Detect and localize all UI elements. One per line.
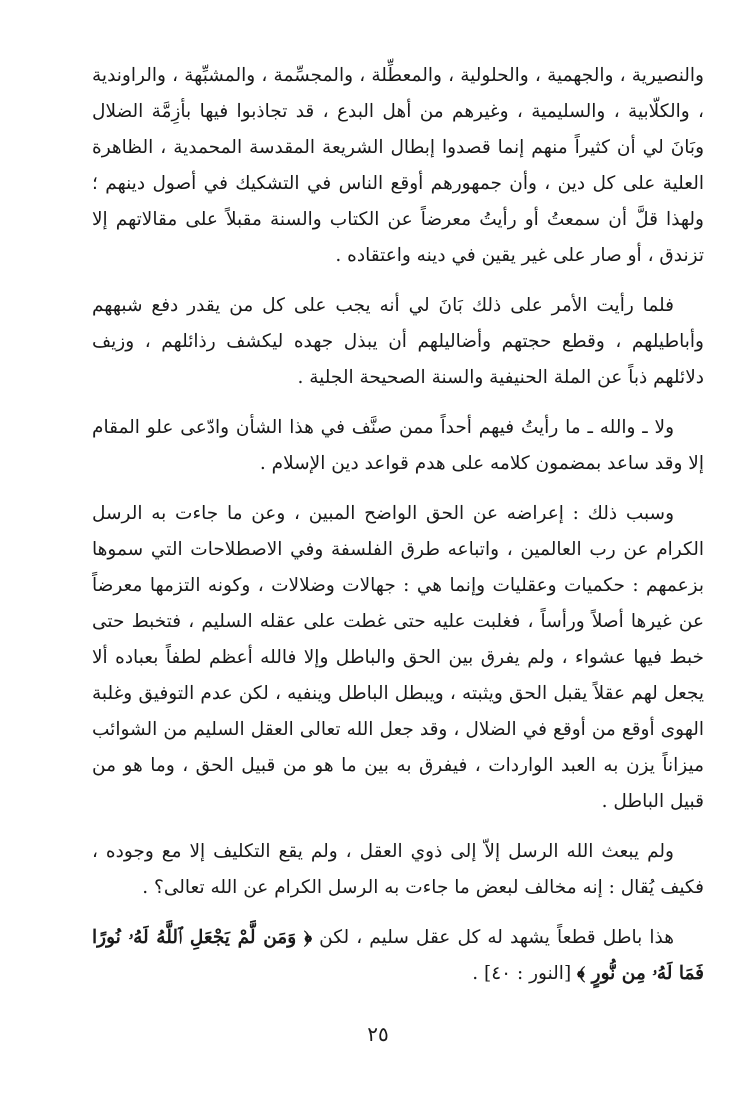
- paragraph-6: [92, 920, 704, 992]
- document-page: [92, 58, 704, 1048]
- paragraph-4: وسبب ذلك : إعراضه عن الحق الواضح المبين ، وعن ما جاءت به الرسل الكرام عن رب العالمين ، واتباعه طرق الفلسفة وفي الاصطلاحات التي سموها بزعمهم : حكميات وعقليات وإنما هي : جهالات وضلالات ، وكونه التزمها معرضاً عن غيرها أصلاً ورأساً ، فغلبت عليه حتى غطت على عقله السليم ، فتخبط حتى خبط فيها عشواء ، ولم يفرق بين الحق والباطل وإلا فالله أعظم لطفاً بعباده ألا يجعل لهم عقلاً يقبل الحق ويثبته ، ويبطل الباطل وينفيه ، لكن عدم التوفيق وغلبة الهوى أوقع من أوقع في الضلال ، وقد جعل الله تعالى العقل السليم من الشوائب ميزاناً يزن به العبد الواردات ، فيفرق به بين ما هو من قبيل الحق ، وما هو من قبيل الباطل .: [92, 503, 704, 812]
- quran-verse: ﴿ وَمَن لَّمْ يَجْعَلِ ٱللَّهُ لَهُۥ نُورًا فَمَا لَهُۥ مِن نُّورٍ ﴾: [92, 927, 704, 984]
- page-number: ٢٥: [367, 1022, 389, 1046]
- paragraph-1: والنصيرية ، والجهمية ، والحلولية ، والمعطِّلة ، والمجسِّمة ، والمشبِّهة ، والراوندية ، والكلّابية ، والسليمية ، وغيرهم من أهل البدع ، قد تجاذبوا فيها بأزِمَّة الضلال وبَانَ لي أن كثيراً منهم إنما قصدوا إبطال الشريعة المقدسة المحمدية ، الظاهرة العلية على كل دين ، وأن جمهورهم أوقع الناس في التشكيك في أصول دينهم ؛ ولهذا قلَّ أن سمعتُ أو رأيتُ معرضاً عن الكتاب والسنة مقبلاً على مقالاتهم إلا تزندق ، أو صار على غير يقين في دينه واعتقاده .: [92, 65, 704, 266]
- paragraph-3: ولا ـ والله ـ ما رأيتُ فيهم أحداً ممن صنَّف في هذا الشأن وادّعى علو المقام إلا وقد ساعد بمضمون كلامه على هدم قواعد دين الإسلام .: [92, 417, 704, 474]
- paragraph-6-text: هذا باطل قطعاً يشهد له كل عقل سليم ، لكن: [319, 927, 674, 948]
- paragraph-5: ولم يبعث الله الرسل إلاّ إلى ذوي العقل ، ولم يقع التكليف إلا مع وجوده ، فكيف يُقال : إنه مخالف لبعض ما جاءت به الرسل الكرام عن الله تعالى؟ .: [92, 841, 704, 898]
- paragraph-2: فلما رأيت الأمر على ذلك بَانَ لي أنه يجب على كل من يقدر دفع شبههم وأباطيلهم ، وقطع حجتهم وأضاليلهم أن يبذل جهده ليكشف رذائلهم ، وزيف دلائلهم ذباً عن الملة الحنيفية والسنة الصحيحة الجلية .: [92, 295, 704, 388]
- verse-reference: [النور : ٤٠] .: [472, 963, 572, 984]
